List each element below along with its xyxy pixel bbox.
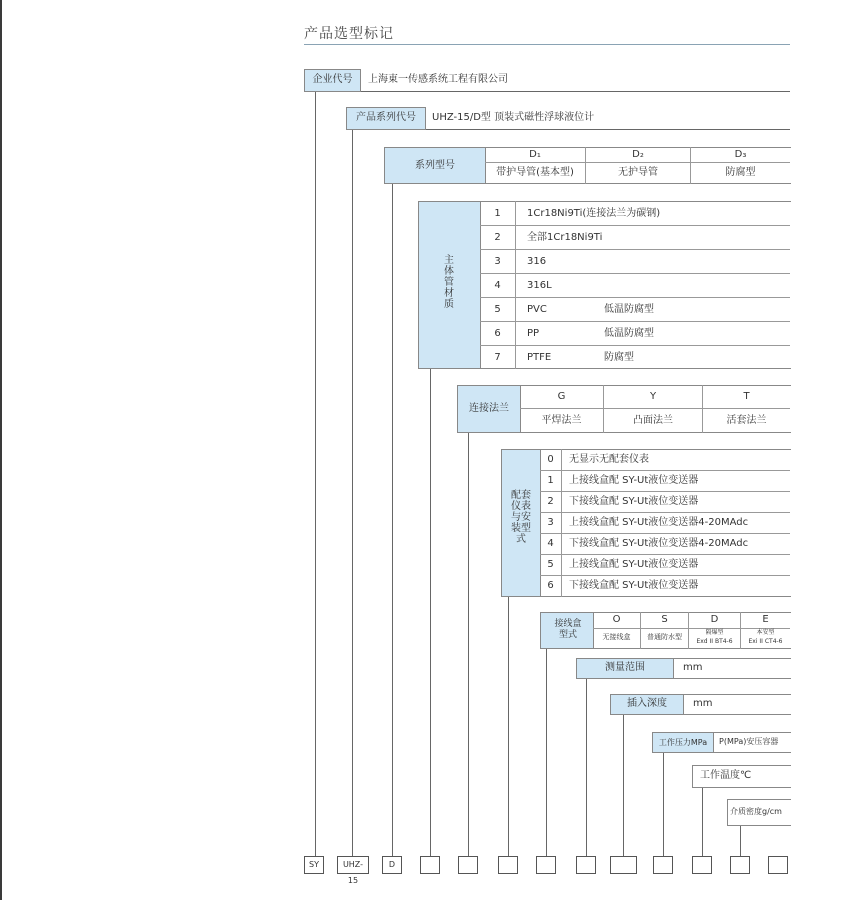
flange-code-1: G — [557, 391, 566, 402]
material-code-7: 7 — [494, 352, 501, 363]
company-rule — [304, 91, 790, 92]
material-name-6: PP — [527, 328, 540, 339]
model-code-2: D₂ — [632, 149, 644, 160]
code-box-junction — [536, 856, 556, 874]
connector-range — [586, 679, 587, 858]
code-box-material — [420, 856, 440, 874]
connector-series — [352, 130, 353, 858]
code-box-company: SY — [304, 856, 324, 874]
material-code-4: 4 — [494, 280, 501, 291]
flange-label: 连接法兰 — [469, 403, 509, 414]
instrument-code-3: 3 — [547, 517, 554, 528]
instrument-name-1: 上接线盒配 SY-Ut液位变送器 — [569, 475, 699, 486]
instrument-name-4: 下接线盒配 SY-Ut液位变送器4-20MAdc — [569, 538, 749, 549]
material-code-6: 6 — [494, 328, 501, 339]
model-table-divider — [485, 162, 790, 163]
code-box-extra — [768, 856, 788, 874]
connector-density — [740, 826, 741, 858]
instrument-code-6: 6 — [547, 580, 554, 591]
junction-name-e: 本安型 — [756, 629, 775, 636]
instrument-code-1: 1 — [547, 475, 554, 486]
model-name-2: 无护导管 — [618, 167, 658, 178]
instrument-name-5: 上接线盒配 SY-Ut液位变送器 — [569, 559, 699, 570]
junction-subname-d: Exd II BT4-6 — [696, 638, 733, 645]
instrument-code-2: 2 — [547, 496, 554, 507]
material-name-1: 1Cr18Ni9Ti(连接法兰为碳钢) — [527, 208, 661, 219]
material-label: 主体管材质 — [444, 255, 454, 310]
connector-flange — [468, 433, 469, 858]
pressure-label: 工作压力MPa — [658, 738, 708, 747]
material-name-5: PVC — [527, 304, 547, 315]
temperature-label: 工作温度℃ — [700, 770, 752, 781]
connector-model — [392, 184, 393, 858]
junction-name-s: 普通防水型 — [647, 633, 682, 641]
model-name-3: 防腐型 — [725, 167, 756, 178]
material-row-line-3 — [480, 273, 790, 274]
window-left-border — [0, 0, 2, 900]
code-box-temperature — [692, 856, 712, 874]
model-code-3: D₃ — [734, 149, 747, 160]
connector-material — [430, 369, 431, 858]
instrument-row-line-4 — [540, 533, 790, 534]
flange-table-divider — [520, 408, 790, 409]
instrument-label: 配套仪表与安装型式 — [511, 490, 531, 545]
flange-name-1: 平焊法兰 — [541, 415, 582, 426]
flange-name-2: 凸面法兰 — [633, 415, 673, 426]
insert-unit: mm — [693, 698, 713, 709]
junction-code-o: O — [612, 614, 621, 625]
code-box-insert — [610, 856, 637, 874]
material-code-5: 5 — [494, 304, 501, 315]
code-box-pressure — [653, 856, 673, 874]
junction-name-d: 隔爆型 — [705, 629, 724, 636]
junction-code-e: E — [762, 614, 769, 625]
junction-subname-e: Exi II CT4-6 — [748, 638, 783, 645]
material-code-2: 2 — [494, 232, 501, 243]
junction-code-d: D — [710, 614, 719, 625]
connector-instrument — [508, 597, 509, 858]
series-label: 产品系列代号 — [356, 112, 416, 123]
company-label: 企业代号 — [312, 74, 353, 85]
company-name: 上海東一传感系统工程有限公司 — [368, 74, 508, 85]
code-box-flange — [458, 856, 478, 874]
connector-pressure — [663, 753, 664, 858]
instrument-row-line-1 — [540, 470, 790, 471]
instrument-row-line-3 — [540, 512, 790, 513]
title-underline — [304, 44, 790, 45]
material-name-7: PTFE — [527, 352, 552, 363]
material-row-line-2 — [480, 249, 790, 250]
material-row-line-6 — [480, 345, 790, 346]
junction-label: 接线盒型式 — [554, 619, 582, 640]
material-row-line-4 — [480, 297, 790, 298]
material-note-5: 低温防腐型 — [604, 304, 654, 315]
code-box-series: UHZ-15 — [337, 856, 369, 874]
instrument-row-line-5 — [540, 554, 790, 555]
instrument-name-0: 无显示无配套仪表 — [569, 454, 649, 465]
code-box-range — [576, 856, 596, 874]
connector-company — [315, 92, 316, 858]
flange-code-3: T — [743, 391, 750, 402]
model-code-1: D₁ — [529, 149, 541, 160]
series-value: UHZ-15/D型 顶装式磁性浮球液位计 — [432, 112, 595, 123]
instrument-code-0: 0 — [547, 454, 554, 465]
page-title: 产品选型标记 — [304, 26, 394, 42]
material-name-4: 316L — [527, 280, 552, 291]
instrument-name-2: 下接线盒配 SY-Ut液位变送器 — [569, 496, 699, 507]
insert-label: 插入深度 — [627, 698, 667, 709]
connector-junction — [546, 649, 547, 858]
instrument-code-5: 5 — [547, 559, 554, 570]
flange-name-3: 活套法兰 — [726, 415, 767, 426]
material-row-line-1 — [480, 225, 790, 226]
code-box-instrument — [498, 856, 518, 874]
instrument-row-line-6 — [540, 575, 790, 576]
flange-code-2: Y — [649, 391, 657, 402]
material-code-divider — [515, 201, 516, 369]
material-code-3: 3 — [494, 256, 501, 267]
material-note-6: 低温防腐型 — [604, 328, 654, 339]
junction-code-s: S — [661, 614, 668, 625]
material-name-2: 全部1Cr18Ni9Ti — [527, 232, 603, 243]
connector-insert — [623, 715, 624, 858]
instrument-name-3: 上接线盒配 SY-Ut液位变送器4-20MAdc — [569, 517, 749, 528]
material-note-7: 防腐型 — [604, 352, 634, 363]
material-row-line-5 — [480, 321, 790, 322]
material-name-3: 316 — [527, 256, 547, 267]
instrument-name-6: 下接线盒配 SY-Ut液位变送器 — [569, 580, 699, 591]
connector-temperature — [702, 788, 703, 858]
density-label: 介质密度g/cm — [730, 807, 782, 816]
material-code-1: 1 — [494, 208, 501, 219]
instrument-code-4: 4 — [547, 538, 554, 549]
model-name-1: 带护导管(基本型) — [496, 167, 574, 178]
model-label: 系列型号 — [415, 160, 455, 171]
code-box-density — [730, 856, 750, 874]
range-label: 测量范围 — [605, 662, 645, 673]
pressure-value: P(MPa)安压容器 — [719, 737, 779, 746]
range-unit: mm — [683, 662, 703, 673]
instrument-row-line-2 — [540, 491, 790, 492]
code-box-model: D — [382, 856, 402, 874]
junction-name-o: 无接线盒 — [602, 633, 631, 641]
